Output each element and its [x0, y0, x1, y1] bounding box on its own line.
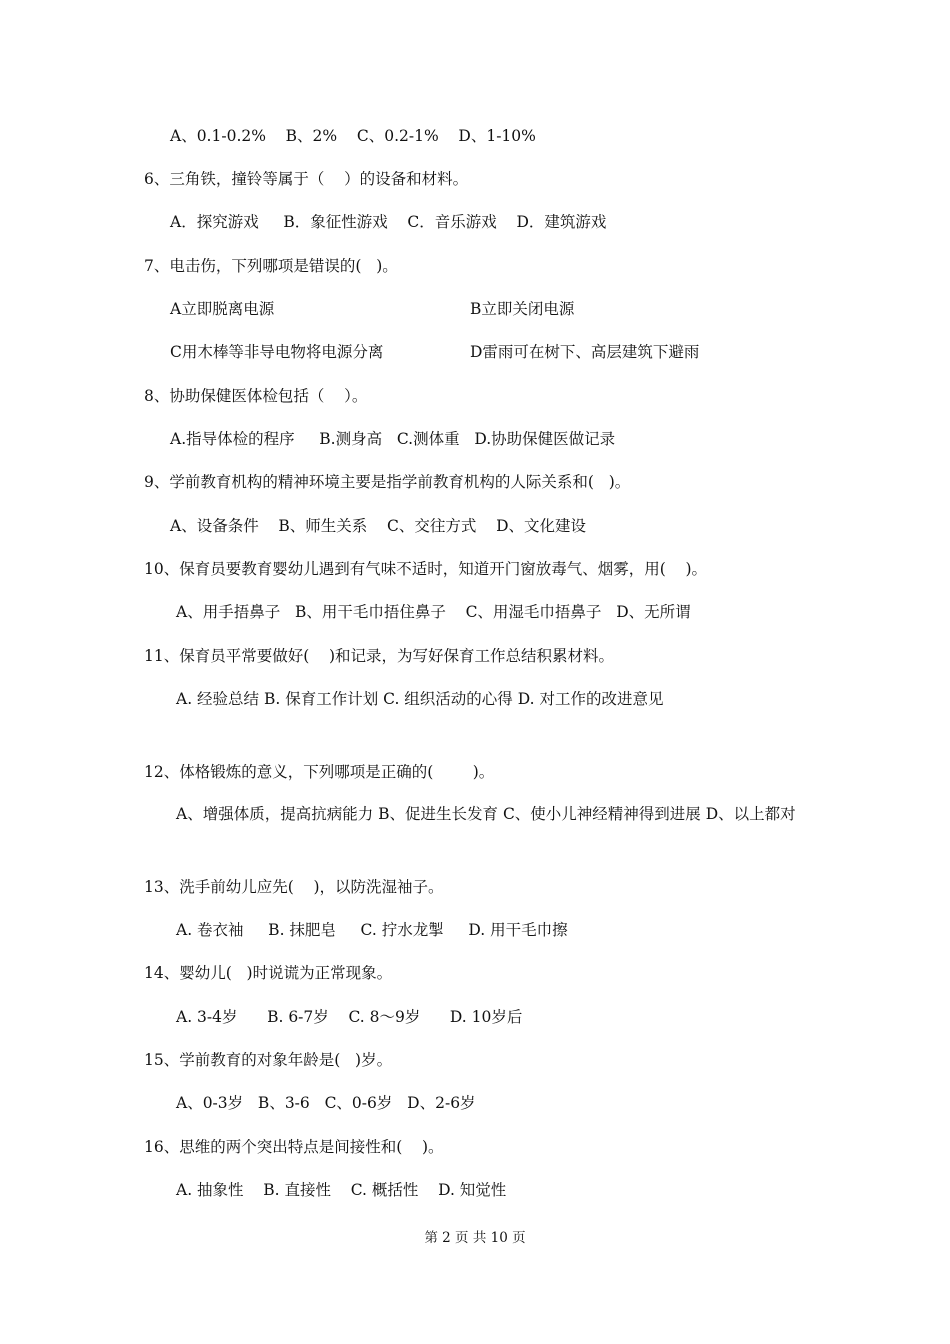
q14-options: A. 3-4岁 B. 6-7岁 C. 8～9岁 D. 10岁后 [176, 1008, 523, 1026]
q8-stem: 8、协助保健医体检包括（ ）。 [144, 387, 368, 405]
q10-options: A、用手捂鼻子 B、用干毛巾捂住鼻子 C、用湿毛巾捂鼻子 D、无所谓 [176, 603, 691, 621]
q11-options: A. 经验总结 B. 保育工作计划 C. 组织活动的心得 D. 对工作的改进意见 [176, 690, 664, 708]
q13-options: A. 卷衣袖 B. 抹肥皂 C. 拧水龙掣 D. 用干毛巾擦 [176, 921, 568, 939]
q7-option-c: C用木棒等非导电物将电源分离 [170, 343, 384, 361]
q14-stem: 14、婴幼儿( )时说谎为正常现象。 [144, 964, 393, 982]
q9-stem: 9、学前教育机构的精神环境主要是指学前教育机构的人际关系和( )。 [144, 473, 631, 491]
q7-option-b: B立即关闭电源 [470, 300, 575, 318]
q5-options: A、0.1-0.2% B、2% C、0.2-1% D、1-10% [170, 127, 536, 145]
q12-options: A、增强体质，提高抗病能力 B、促进生长发育 C、使小儿神经精神得到进展 D、以上都对 [176, 805, 796, 823]
page-number-footer: 第 2 页 共 10 页 [424, 1230, 526, 1246]
q7-stem: 7、电击伤，下列哪项是错误的( )。 [144, 257, 398, 275]
q12-stem: 12、体格锻炼的意义，下列哪项是正确的( )。 [144, 763, 495, 781]
q6-options: A．探究游戏 B．象征性游戏 C．音乐游戏 D．建筑游戏 [170, 213, 607, 231]
q7-option-a: A立即脱离电源 [170, 300, 275, 318]
q9-options: A、设备条件 B、师生关系 C、交往方式 D、文化建设 [170, 517, 586, 535]
q15-options: A、0-3岁 B、3-6 C、0-6岁 D、2-6岁 [176, 1094, 476, 1112]
q6-stem: 6、三角铁，撞铃等属于（ ）的设备和材料。 [144, 170, 469, 188]
q7-option-d: D雷雨可在树下、高层建筑下避雨 [470, 343, 700, 361]
q8-options: A.指导体检的程序 B.测身高 C.测体重 D.协助保健医做记录 [170, 430, 616, 448]
q16-options: A. 抽象性 B. 直接性 C. 概括性 D. 知觉性 [176, 1181, 507, 1199]
q15-stem: 15、学前教育的对象年龄是( )岁。 [144, 1051, 393, 1069]
q16-stem: 16、思维的两个突出特点是间接性和( )。 [144, 1138, 444, 1156]
q13-stem: 13、洗手前幼儿应先( )，以防洗湿袖子。 [144, 878, 444, 896]
q10-stem: 10、保育员要教育婴幼儿遇到有气味不适时，知道开门窗放毒气、烟雾，用( )。 [144, 560, 708, 578]
q11-stem: 11、保育员平常要做好( )和记录，为写好保育工作总结积累材料。 [144, 647, 615, 665]
